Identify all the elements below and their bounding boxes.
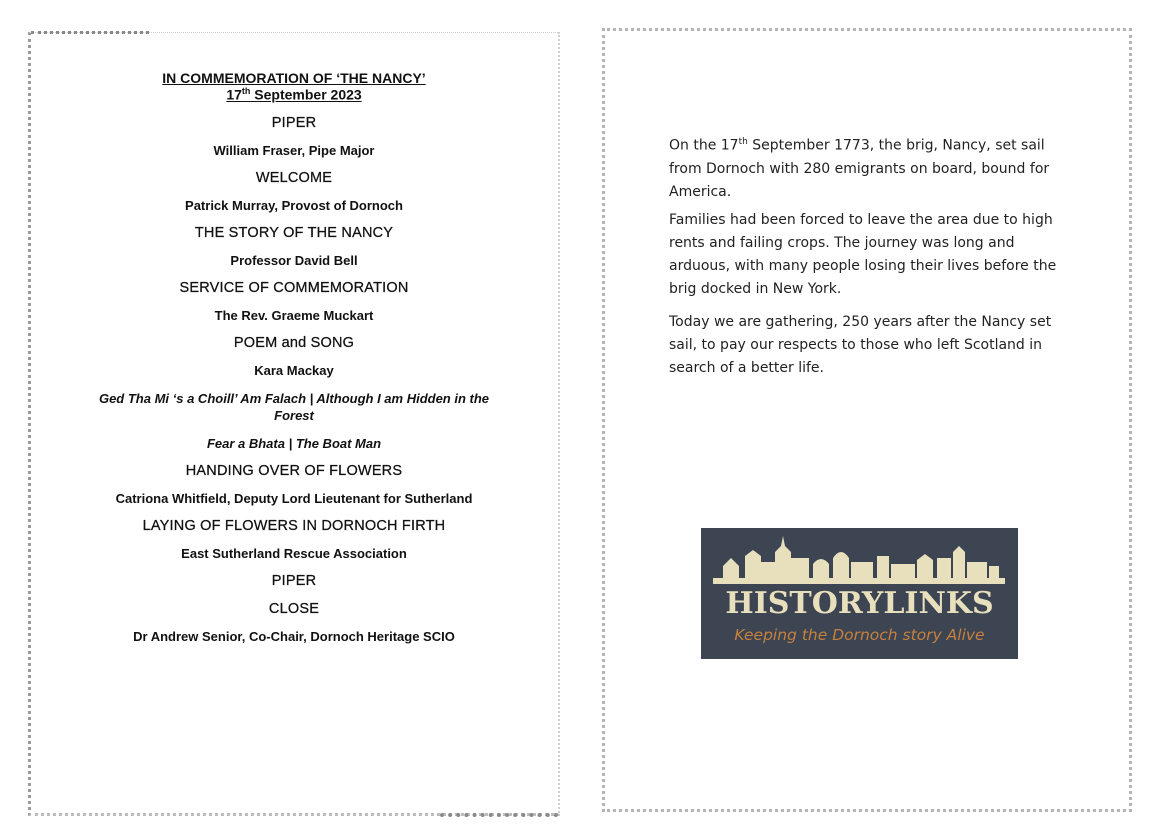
program-detail: Patrick Murray, Provost of Dornoch [185,197,403,213]
program-heading: POEM and SONG [233,334,355,351]
program-detail: Dr Andrew Senior, Co-Chair, Dornoch Heritage SCIO [133,628,455,644]
program-song-title: Fear a Bhata | The Boat Man [206,435,382,451]
program-heading: SERVICE OF COMMEMORATION [179,279,409,296]
program-detail: The Rev. Graeme Muckart [214,307,374,323]
program-date: 17th September 2023 [226,86,362,103]
historylinks-logo [701,528,1018,659]
order-of-service [28,70,560,644]
program-heading: HANDING OVER OF FLOWERS [185,462,403,479]
program-heading: PIPER [271,572,317,589]
program-detail: Professor David Bell [230,252,358,268]
logo-title: HISTORYLINKS [725,586,994,621]
program-heading: CLOSE [268,600,320,617]
intro-paragraph-3: Today we are gathering, 250 years after the Nancy set sail, to pay our respects to those who left Scotland in search of a better life. [669,314,1052,376]
program-detail: East Sutherland Rescue Association [181,545,407,561]
program-title: IN COMMEMORATION OF ‘THE NANCY’ [162,70,426,86]
program-song-title: Ged Tha Mi ‘s a Choill’ Am Falach | Although I am Hidden in the Forest [98,390,490,423]
intro-paragraph-1: On the 17th September 1773, the brig, Nancy, set sail from Dornoch with 280 emigrants on board, bound for America. [669,137,1050,200]
program-detail: Kara Mackay [254,362,334,378]
program-heading: LAYING OF FLOWERS IN DORNOCH FIRTH [142,517,446,534]
program-heading: PIPER [271,114,317,131]
program-detail: Catriona Whitfield, Deputy Lord Lieutenant for Sutherland [115,490,473,506]
logo-tagline: Keeping the Dornoch story Alive [734,626,985,644]
program-heading: WELCOME [255,169,333,186]
program-detail: William Fraser, Pipe Major [213,142,375,158]
program-heading: THE STORY OF THE NANCY [194,224,394,241]
page-edge-mark [31,31,149,37]
program-items [28,115,560,644]
intro-paragraph-2: Families had been forced to leave the area due to high rents and failing crops. The journey was long and arduous, with many people losing their lives before the brig docked in New York. [669,212,1057,297]
page-edge-mark [440,810,558,817]
